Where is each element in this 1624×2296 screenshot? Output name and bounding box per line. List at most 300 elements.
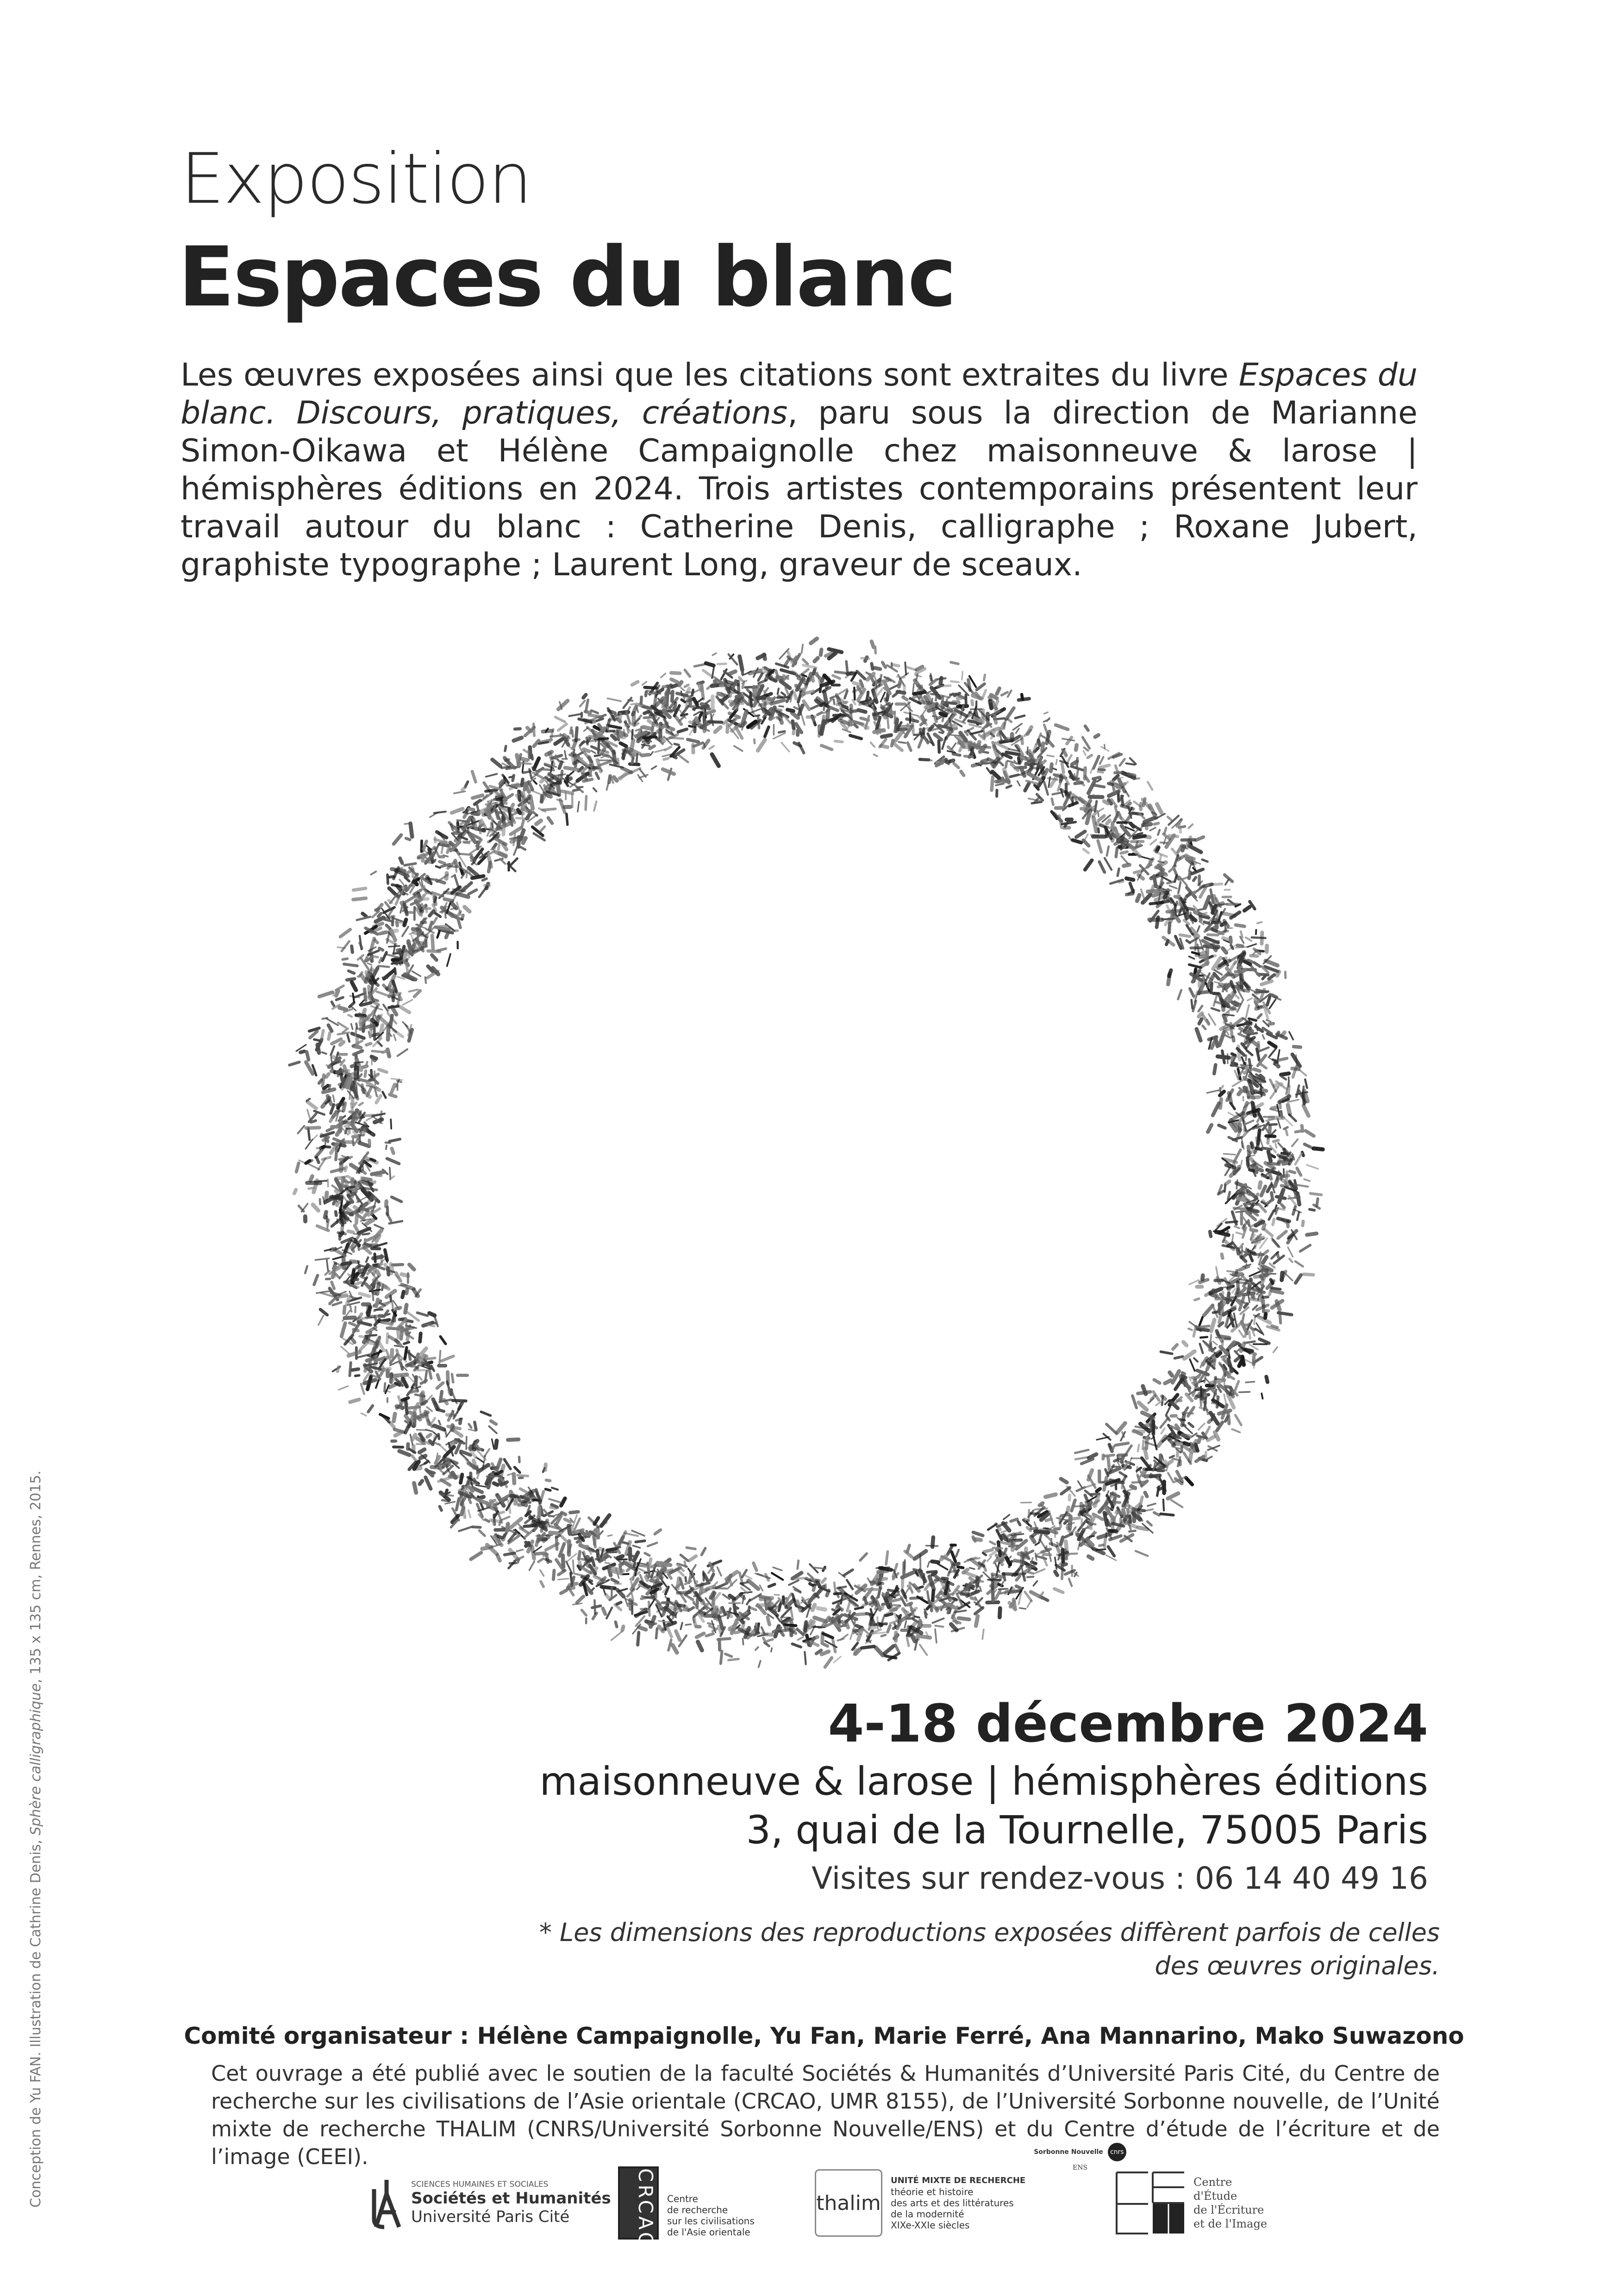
brush-stroke bbox=[1304, 1106, 1309, 1116]
brush-stroke bbox=[822, 1643, 828, 1646]
brush-stroke bbox=[466, 870, 467, 877]
brush-stroke bbox=[1107, 846, 1109, 856]
brush-stroke bbox=[1242, 1322, 1247, 1333]
brush-stroke bbox=[860, 1554, 867, 1561]
brush-stroke bbox=[1042, 736, 1045, 738]
brush-stroke bbox=[447, 954, 450, 966]
brush-stroke bbox=[1099, 1545, 1104, 1546]
brush-stroke bbox=[607, 784, 608, 790]
brush-stroke bbox=[1235, 1226, 1239, 1228]
brush-stroke bbox=[408, 885, 410, 890]
brush-stroke bbox=[420, 1333, 421, 1342]
brush-stroke bbox=[394, 835, 401, 844]
brush-stroke bbox=[522, 821, 524, 828]
brush-stroke bbox=[952, 723, 956, 725]
brush-stroke bbox=[489, 857, 491, 867]
brush-stroke bbox=[1255, 1104, 1262, 1108]
brush-stroke bbox=[1040, 1540, 1046, 1549]
brush-stroke bbox=[1031, 1513, 1039, 1514]
brush-stroke bbox=[787, 709, 793, 711]
brush-stroke bbox=[749, 1581, 758, 1589]
brush-stroke bbox=[487, 831, 489, 836]
brush-stroke bbox=[890, 1599, 899, 1601]
brush-stroke bbox=[703, 1589, 709, 1590]
brush-stroke bbox=[426, 878, 434, 879]
brush-stroke bbox=[451, 824, 453, 830]
brush-stroke bbox=[547, 1535, 552, 1536]
brush-stroke bbox=[1225, 1181, 1230, 1184]
brush-stroke bbox=[353, 898, 366, 900]
brush-stroke bbox=[375, 1225, 383, 1228]
brush-stroke bbox=[1311, 1194, 1322, 1195]
brush-stroke bbox=[850, 735, 861, 739]
brush-stroke bbox=[1196, 1444, 1198, 1451]
brush-stroke bbox=[1211, 890, 1213, 903]
brush-stroke bbox=[403, 1022, 408, 1027]
brush-stroke bbox=[1029, 1572, 1034, 1574]
brush-stroke bbox=[305, 1266, 307, 1273]
brush-stroke bbox=[1097, 779, 1101, 781]
brush-stroke bbox=[365, 1071, 366, 1076]
brush-stroke bbox=[479, 826, 480, 833]
brush-stroke bbox=[980, 1587, 981, 1591]
brush-stroke bbox=[803, 660, 808, 664]
brush-stroke bbox=[392, 1148, 394, 1153]
brush-stroke bbox=[1175, 1379, 1183, 1389]
brush-stroke bbox=[597, 760, 600, 772]
brush-stroke bbox=[1289, 1259, 1292, 1262]
brush-stroke bbox=[427, 1358, 435, 1359]
brush-stroke bbox=[812, 705, 818, 709]
brush-stroke bbox=[508, 1474, 512, 1475]
brush-stroke bbox=[685, 685, 688, 687]
brush-stroke bbox=[638, 1632, 639, 1645]
brush-stroke bbox=[1269, 1043, 1275, 1047]
brush-stroke bbox=[1107, 821, 1110, 824]
brush-stroke bbox=[987, 768, 991, 773]
brush-stroke bbox=[1268, 1199, 1273, 1203]
brush-stroke bbox=[933, 1591, 934, 1600]
brush-stroke bbox=[1204, 922, 1209, 923]
brush-stroke bbox=[1130, 883, 1133, 892]
brush-stroke bbox=[721, 1651, 722, 1664]
brush-stroke bbox=[451, 903, 456, 908]
brush-stroke bbox=[1013, 1541, 1020, 1542]
brush-stroke bbox=[353, 994, 354, 1002]
brush-stroke bbox=[914, 1585, 919, 1591]
brush-stroke bbox=[296, 1163, 299, 1172]
brush-stroke bbox=[383, 1369, 390, 1370]
brush-stroke bbox=[881, 1635, 886, 1636]
brush-stroke bbox=[1065, 821, 1068, 827]
brush-stroke bbox=[556, 1536, 560, 1537]
brush-stroke bbox=[366, 1044, 371, 1045]
brush-stroke bbox=[1027, 1600, 1031, 1607]
brush-stroke bbox=[1076, 745, 1077, 750]
brush-stroke bbox=[1279, 1190, 1283, 1202]
brush-stroke bbox=[476, 1457, 484, 1462]
brush-stroke bbox=[1307, 1233, 1317, 1235]
brush-stroke bbox=[454, 833, 460, 834]
brush-stroke bbox=[1231, 945, 1233, 948]
brush-stroke bbox=[464, 814, 467, 817]
brush-stroke bbox=[812, 1605, 815, 1610]
brush-stroke bbox=[807, 1579, 811, 1581]
brush-stroke bbox=[552, 1487, 558, 1489]
brush-stroke bbox=[1249, 1019, 1256, 1020]
brush-stroke bbox=[324, 1086, 328, 1089]
brush-stroke bbox=[534, 724, 535, 736]
brush-stroke bbox=[342, 1226, 343, 1234]
brush-stroke bbox=[449, 1412, 453, 1420]
brush-stroke bbox=[1065, 1521, 1068, 1524]
brush-stroke bbox=[434, 812, 446, 813]
brush-stroke bbox=[734, 1606, 738, 1608]
brush-stroke bbox=[874, 714, 875, 719]
brush-stroke bbox=[1126, 791, 1129, 796]
exhibition-title: Espaces du blanc bbox=[178, 229, 956, 325]
brush-stroke bbox=[1053, 768, 1056, 770]
brush-stroke bbox=[1212, 1041, 1215, 1048]
brush-stroke bbox=[526, 1543, 530, 1546]
brush-stroke bbox=[1083, 751, 1086, 755]
brush-stroke bbox=[1042, 743, 1043, 751]
brush-stroke bbox=[380, 933, 386, 934]
brush-stroke bbox=[1187, 911, 1188, 918]
brush-stroke bbox=[1317, 1199, 1318, 1206]
brush-stroke bbox=[611, 1632, 621, 1640]
brush-stroke bbox=[756, 1647, 758, 1650]
brush-stroke bbox=[414, 1413, 415, 1425]
brush-stroke bbox=[1069, 836, 1071, 840]
brush-stroke bbox=[958, 1618, 969, 1619]
brush-stroke bbox=[463, 811, 467, 813]
brush-stroke bbox=[677, 754, 688, 762]
brush-stroke bbox=[1144, 1424, 1150, 1426]
brush-stroke bbox=[314, 1276, 318, 1285]
brush-stroke bbox=[943, 1578, 948, 1579]
brush-stroke bbox=[951, 681, 959, 682]
brush-stroke bbox=[342, 1176, 346, 1177]
brush-stroke bbox=[329, 1085, 330, 1089]
brush-stroke bbox=[955, 1563, 959, 1564]
brush-stroke bbox=[352, 946, 353, 952]
brush-stroke bbox=[970, 1568, 974, 1569]
brush-stroke bbox=[1047, 718, 1049, 721]
brush-stroke bbox=[1032, 802, 1042, 803]
brush-stroke bbox=[426, 1430, 432, 1431]
brush-stroke bbox=[1236, 925, 1244, 927]
brush-stroke bbox=[1168, 1493, 1179, 1499]
brush-stroke bbox=[332, 1002, 334, 1006]
brush-stroke bbox=[441, 1356, 453, 1361]
brush-stroke bbox=[666, 693, 667, 704]
brush-stroke bbox=[582, 1610, 587, 1615]
brush-stroke bbox=[703, 740, 708, 748]
brush-stroke bbox=[1051, 764, 1052, 772]
brush-stroke bbox=[706, 663, 714, 666]
brush-stroke bbox=[555, 739, 562, 744]
brush-stroke bbox=[982, 1630, 984, 1639]
brush-stroke bbox=[1010, 775, 1018, 777]
brush-stroke bbox=[541, 1581, 543, 1587]
brush-stroke bbox=[1278, 1219, 1289, 1221]
brush-stroke bbox=[1248, 998, 1252, 1001]
brush-stroke bbox=[371, 1159, 375, 1161]
brush-stroke bbox=[650, 746, 655, 748]
brush-stroke bbox=[1174, 855, 1178, 865]
brush-stroke bbox=[702, 1548, 706, 1555]
brush-stroke bbox=[685, 670, 690, 677]
brush-stroke bbox=[1289, 1032, 1293, 1040]
brush-stroke bbox=[702, 706, 708, 707]
brush-stroke bbox=[757, 688, 758, 693]
brush-stroke bbox=[441, 1392, 442, 1400]
brush-stroke bbox=[1207, 1090, 1219, 1093]
brush-stroke bbox=[458, 920, 461, 927]
brush-stroke bbox=[1132, 1396, 1137, 1408]
brush-stroke bbox=[432, 955, 437, 960]
brush-stroke bbox=[938, 678, 946, 679]
brush-stroke bbox=[905, 1621, 906, 1627]
brush-stroke bbox=[853, 700, 855, 704]
brush-stroke bbox=[362, 914, 366, 916]
brush-stroke bbox=[1178, 882, 1181, 893]
brush-stroke bbox=[792, 1644, 800, 1647]
brush-stroke bbox=[1232, 1429, 1240, 1432]
brush-stroke bbox=[893, 665, 899, 666]
brush-stroke bbox=[372, 1051, 381, 1052]
brush-stroke bbox=[357, 917, 370, 920]
brush-stroke bbox=[340, 1118, 341, 1131]
brush-stroke bbox=[675, 703, 676, 711]
brush-stroke bbox=[379, 958, 381, 963]
brush-stroke bbox=[961, 772, 964, 776]
brush-stroke bbox=[780, 716, 782, 723]
brush-stroke bbox=[1233, 1037, 1234, 1041]
brush-stroke bbox=[491, 848, 495, 849]
brush-stroke bbox=[1245, 1341, 1255, 1343]
brush-stroke bbox=[645, 1553, 650, 1556]
brush-stroke bbox=[561, 1499, 565, 1506]
brush-stroke bbox=[570, 728, 571, 734]
brush-stroke bbox=[354, 1062, 363, 1063]
brush-stroke bbox=[822, 1579, 825, 1582]
brush-stroke bbox=[525, 1526, 536, 1527]
brush-stroke bbox=[677, 693, 687, 696]
brush-stroke bbox=[1031, 1537, 1034, 1542]
brush-stroke bbox=[1151, 1475, 1160, 1476]
brush-stroke bbox=[1153, 1436, 1156, 1450]
brush-stroke bbox=[759, 1661, 761, 1668]
brush-stroke bbox=[1095, 801, 1097, 811]
brush-stroke bbox=[418, 854, 424, 857]
brush-stroke bbox=[1013, 1599, 1015, 1610]
brush-stroke bbox=[859, 1585, 860, 1590]
brush-stroke bbox=[894, 744, 902, 751]
brush-stroke bbox=[399, 1285, 407, 1286]
brush-stroke bbox=[1099, 769, 1104, 770]
brush-stroke bbox=[319, 1316, 324, 1325]
brush-stroke bbox=[742, 723, 745, 726]
brush-stroke bbox=[359, 1103, 362, 1105]
brush-stroke bbox=[402, 927, 408, 936]
brush-stroke bbox=[350, 1306, 351, 1312]
brush-stroke bbox=[1260, 1339, 1269, 1343]
brush-stroke bbox=[409, 1264, 414, 1269]
brush-stroke bbox=[1244, 1088, 1246, 1091]
brush-stroke bbox=[459, 1527, 472, 1531]
brush-stroke bbox=[446, 873, 447, 879]
brush-stroke bbox=[1075, 1450, 1088, 1453]
brush-stroke bbox=[475, 801, 480, 804]
brush-stroke bbox=[885, 684, 890, 694]
brush-stroke bbox=[1196, 837, 1203, 840]
brush-stroke bbox=[806, 1625, 807, 1629]
brush-stroke bbox=[1292, 1139, 1298, 1146]
brush-stroke bbox=[343, 1028, 348, 1032]
brush-stroke bbox=[546, 752, 552, 755]
brush-stroke bbox=[1142, 1412, 1153, 1418]
brush-stroke bbox=[548, 818, 552, 823]
brush-stroke bbox=[976, 1616, 978, 1626]
brush-stroke bbox=[1003, 1523, 1009, 1531]
brush-stroke bbox=[1231, 1306, 1236, 1307]
brush-stroke bbox=[498, 1536, 502, 1537]
brush-stroke bbox=[1069, 1495, 1070, 1500]
brush-stroke bbox=[1277, 972, 1279, 976]
brush-stroke bbox=[349, 1352, 360, 1356]
brush-stroke bbox=[812, 677, 813, 681]
brush-stroke bbox=[652, 766, 656, 769]
brush-stroke bbox=[694, 1618, 695, 1625]
brush-stroke bbox=[437, 931, 440, 938]
brush-stroke bbox=[671, 679, 677, 682]
brush-stroke bbox=[354, 1051, 362, 1055]
brush-stroke bbox=[1157, 804, 1161, 812]
brush-stroke bbox=[518, 1560, 519, 1563]
brush-stroke bbox=[592, 1558, 594, 1566]
brush-stroke bbox=[871, 1609, 872, 1614]
brush-stroke bbox=[1199, 1424, 1205, 1430]
brush-stroke bbox=[398, 950, 401, 954]
brush-stroke bbox=[1054, 1589, 1063, 1593]
brush-stroke bbox=[1173, 1345, 1177, 1350]
brush-stroke bbox=[798, 1637, 803, 1640]
brush-stroke bbox=[289, 1062, 299, 1065]
brush-stroke bbox=[994, 716, 996, 723]
brush-stroke bbox=[907, 1638, 909, 1646]
brush-stroke bbox=[872, 664, 873, 669]
brush-stroke bbox=[1138, 1445, 1139, 1451]
brush-stroke bbox=[694, 699, 697, 704]
brush-stroke bbox=[1148, 782, 1152, 790]
brush-stroke bbox=[1044, 1554, 1050, 1555]
brush-stroke bbox=[1199, 1317, 1203, 1326]
brush-stroke bbox=[545, 1464, 546, 1470]
brush-stroke bbox=[530, 1561, 535, 1570]
brush-stroke bbox=[884, 1646, 893, 1654]
brush-stroke bbox=[1150, 828, 1156, 830]
brush-stroke bbox=[363, 1178, 371, 1180]
brush-stroke bbox=[1305, 1144, 1311, 1147]
brush-stroke bbox=[962, 672, 963, 679]
brush-stroke bbox=[430, 1441, 432, 1444]
brush-stroke bbox=[502, 1517, 509, 1519]
brush-stroke bbox=[834, 1656, 841, 1662]
brush-stroke bbox=[363, 1066, 367, 1067]
brush-stroke bbox=[912, 724, 913, 733]
brush-stroke bbox=[1258, 1130, 1259, 1144]
brush-stroke bbox=[461, 822, 464, 824]
brush-stroke bbox=[382, 952, 387, 961]
brush-stroke bbox=[349, 1193, 355, 1195]
brush-stroke bbox=[1249, 1209, 1257, 1211]
brush-stroke bbox=[377, 1271, 379, 1275]
brush-stroke bbox=[321, 1132, 334, 1137]
brush-stroke bbox=[1265, 1313, 1266, 1318]
brush-stroke bbox=[578, 802, 579, 812]
brush-stroke bbox=[754, 687, 756, 700]
brush-stroke bbox=[655, 749, 665, 752]
brush-stroke bbox=[469, 871, 471, 876]
brush-stroke bbox=[430, 922, 432, 929]
brush-stroke bbox=[1222, 1051, 1224, 1063]
brush-stroke bbox=[577, 1596, 583, 1602]
brush-stroke bbox=[539, 742, 548, 744]
book-subtitle: Discours, pratiques, créations bbox=[296, 395, 788, 431]
brush-stroke bbox=[1062, 1549, 1063, 1562]
brush-stroke bbox=[1213, 1312, 1218, 1313]
brush-stroke bbox=[406, 1289, 407, 1294]
brush-stroke bbox=[406, 963, 408, 972]
brush-stroke bbox=[1249, 1170, 1255, 1171]
brush-stroke bbox=[1047, 755, 1054, 756]
brush-stroke bbox=[1275, 1144, 1276, 1148]
brush-stroke bbox=[643, 727, 652, 729]
brush-stroke bbox=[391, 1079, 402, 1080]
brush-stroke bbox=[612, 735, 616, 739]
brush-stroke bbox=[1174, 875, 1176, 882]
brush-stroke bbox=[1123, 1476, 1125, 1481]
brush-stroke bbox=[392, 869, 404, 871]
brush-stroke bbox=[874, 754, 877, 756]
brush-stroke bbox=[769, 1584, 775, 1587]
brush-stroke bbox=[1199, 1019, 1201, 1024]
brush-stroke bbox=[1222, 1254, 1223, 1258]
brush-stroke bbox=[1006, 786, 1011, 788]
brush-stroke bbox=[468, 890, 476, 894]
brush-stroke bbox=[593, 788, 596, 791]
brush-stroke bbox=[390, 1168, 391, 1179]
brush-stroke bbox=[1008, 719, 1011, 722]
brush-stroke bbox=[429, 1313, 434, 1315]
brush-stroke bbox=[1188, 1329, 1192, 1330]
brush-stroke bbox=[1199, 1438, 1200, 1442]
brush-stroke bbox=[1305, 1079, 1307, 1088]
brush-stroke bbox=[876, 1648, 883, 1655]
brush-stroke bbox=[491, 1421, 496, 1424]
brush-stroke bbox=[1088, 781, 1095, 793]
brush-stroke bbox=[719, 1639, 720, 1650]
brush-stroke bbox=[496, 1441, 497, 1448]
brush-stroke bbox=[633, 1546, 640, 1548]
brush-stroke bbox=[409, 1407, 420, 1408]
brush-stroke bbox=[446, 933, 448, 937]
brush-stroke bbox=[393, 1264, 403, 1265]
brush-stroke bbox=[1154, 1512, 1159, 1515]
brush-stroke bbox=[306, 1161, 310, 1164]
